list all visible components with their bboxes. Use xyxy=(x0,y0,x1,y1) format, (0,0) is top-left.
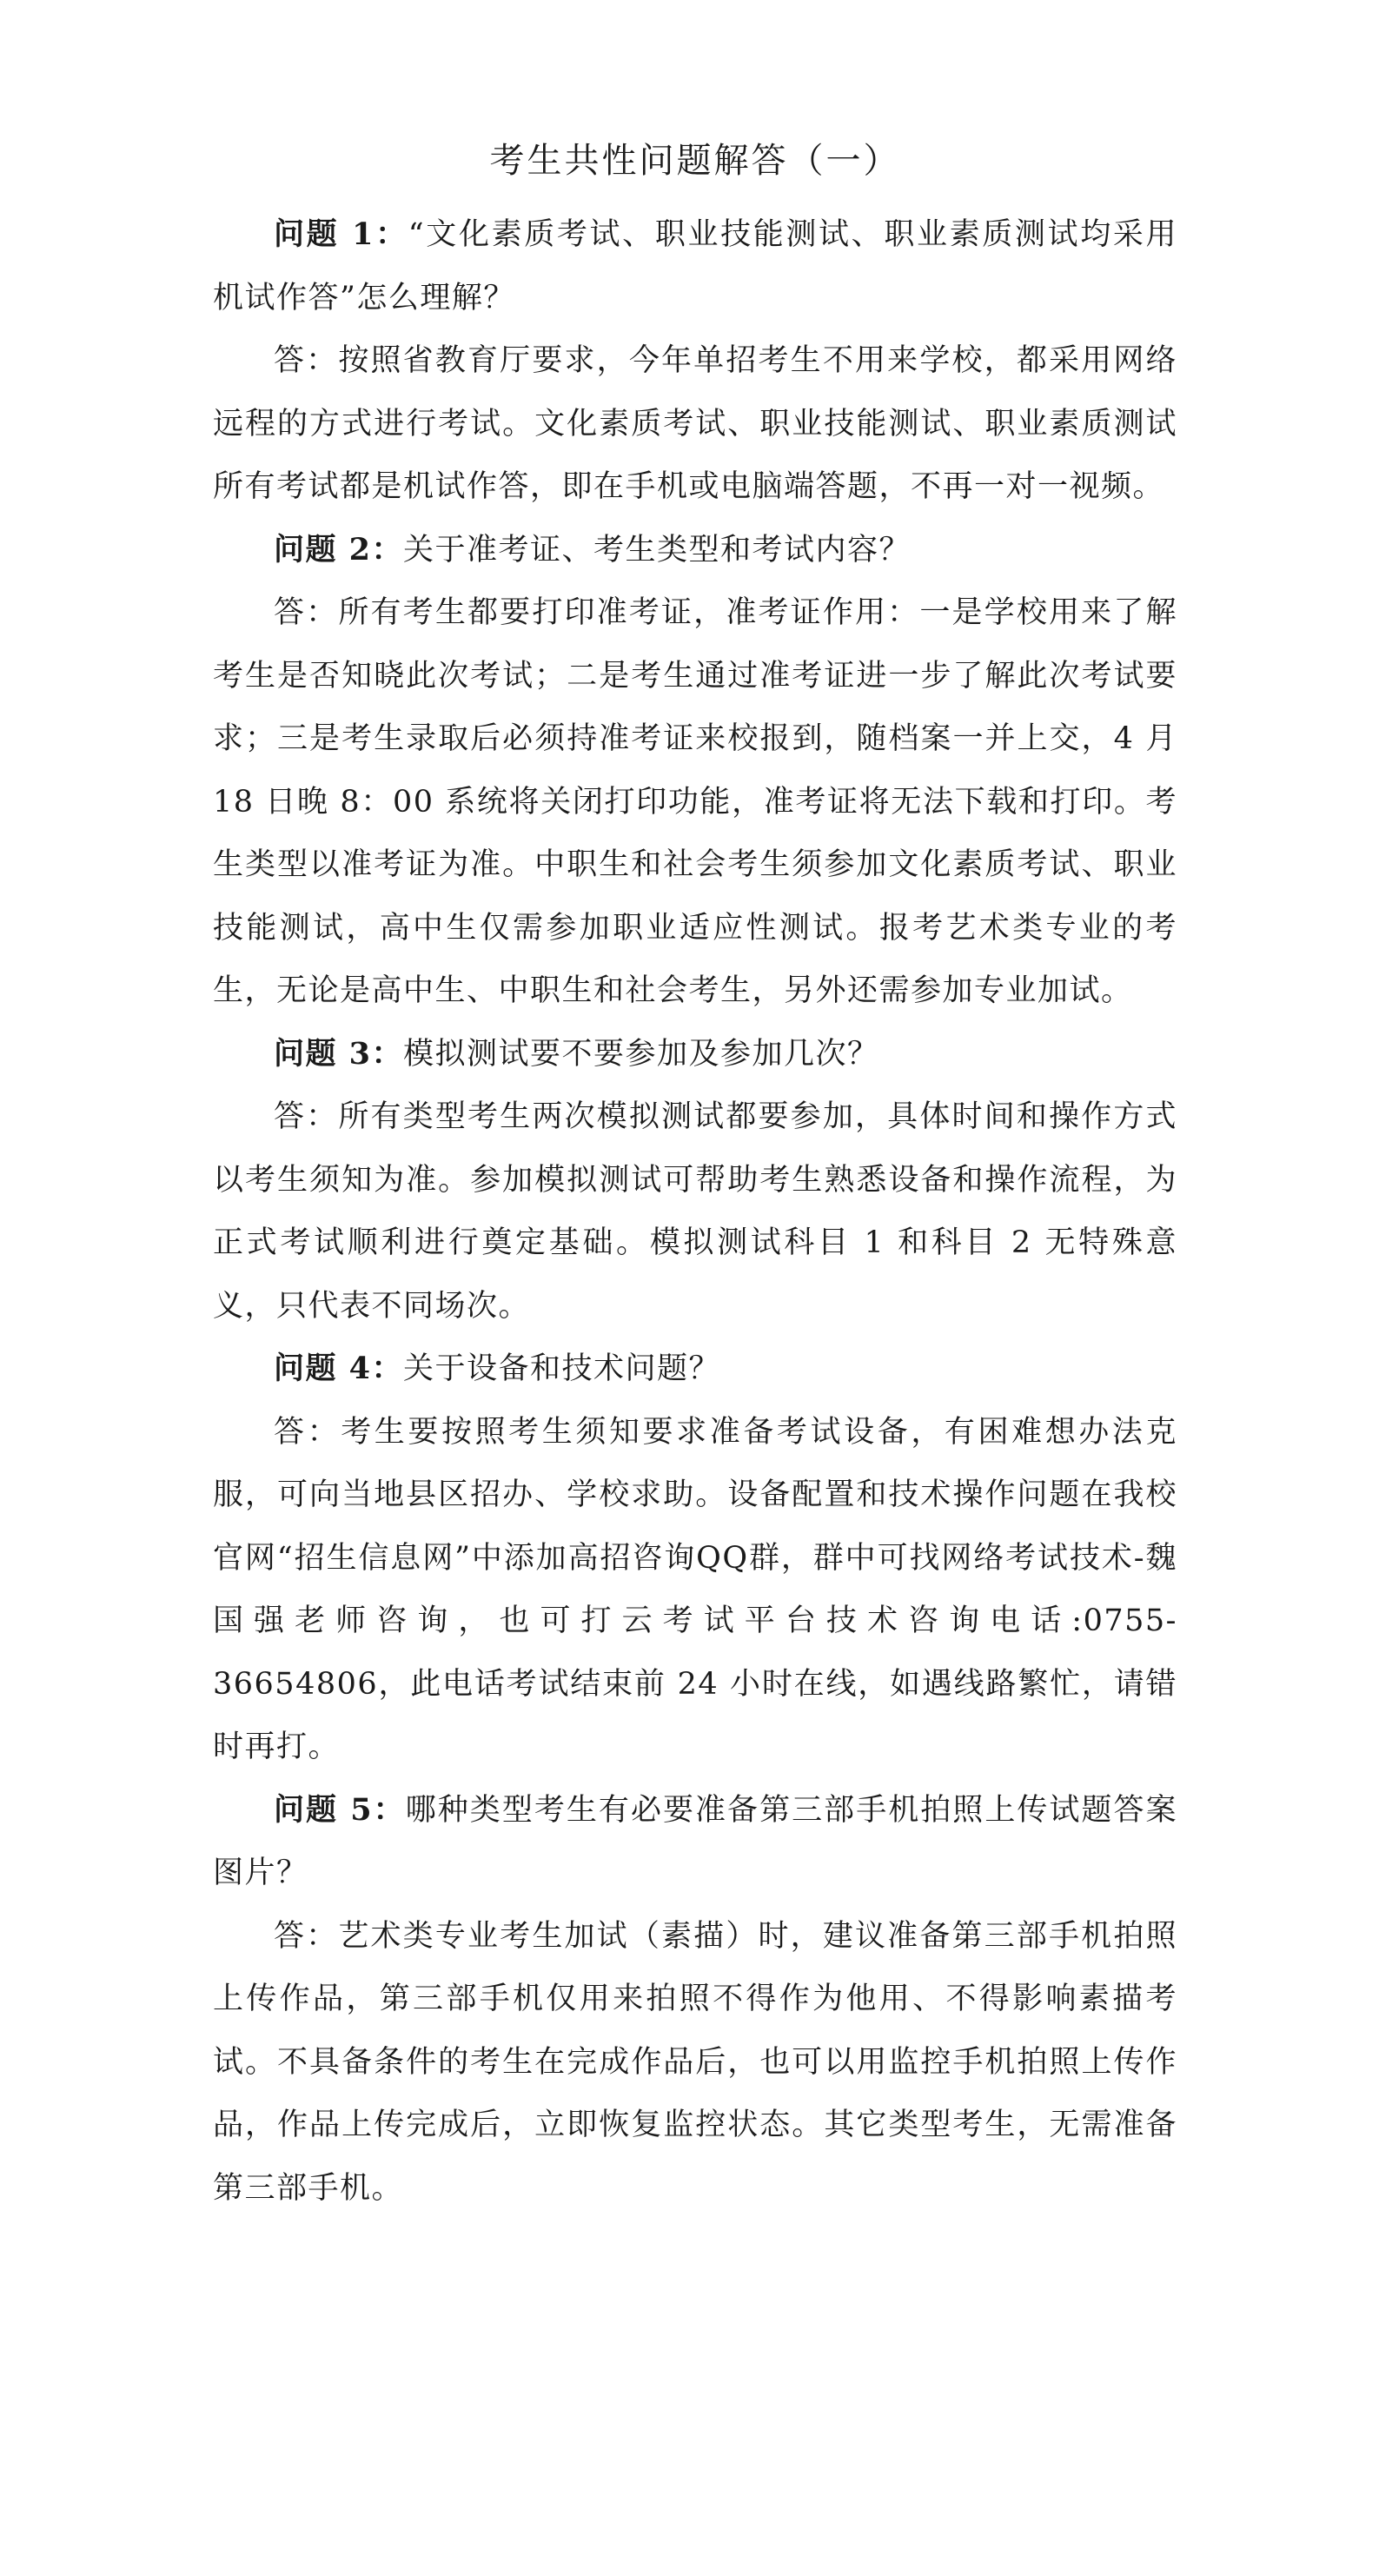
question-text: 模拟测试要不要参加及参加几次？ xyxy=(403,1036,879,1072)
question-4 xyxy=(213,1338,1177,1401)
question-label: 问题 4： xyxy=(274,1351,404,1386)
document-page xyxy=(213,130,1177,2220)
document-title: 考生共性问题解答（一） xyxy=(489,141,901,181)
question-text: “文化素质考试、职业技能测试、职业素质测试均采用机试作答”怎么理解？ xyxy=(213,217,1177,315)
question-label: 问题 5： xyxy=(274,1791,406,1828)
question-text: 关于设备和技术问题？ xyxy=(403,1351,721,1386)
question-label: 问题 2： xyxy=(274,531,404,568)
question-3 xyxy=(213,1023,1177,1086)
answer-1: 答：按照省教育厅要求，今年单招考生不用来学校，都采用网络远程的方式进行考试。文化素质考试、职业技能测试、职业素质测试所有考试都是机试作答，即在手机或电脑端答题，不再一对一视频。 xyxy=(213,343,1177,504)
question-text: 哪种类型考生有必要准备第三部手机拍照上传试题答案图片？ xyxy=(213,1792,1177,1890)
answer-2: 答：所有考生都要打印准考证，准考证作用：一是学校用来了解考生是否知晓此次考试；二是考生通过准考证进一步了解此次考试要求；三是考生录取后必须持准考证来校报到，随档案一并上交，4 月 18 日晚 8：00 系统将关闭打印功能，准考证将无法下载和打印。考生类型以准考证为准。中职生和社会考生须参加文化素质考试、职业技能测试，高中生仅需参加职业适应性测试。报考艺术类专业的考生，无论是高中生、中职生和社会考生，另外还需参加专业加试。 xyxy=(213,595,1177,1008)
answer-3: 答：所有类型考生两次模拟测试都要参加，具体时间和操作方式以考生须知为准。参加模拟测试可帮助考生熟悉设备和操作流程，为正式考试顺利进行奠定基础。模拟测试科目 1 和科目 2 无特殊意义，只代表不同场次。 xyxy=(213,1099,1177,1324)
question-2 xyxy=(213,519,1177,582)
answer-4: 答：考生要按照考生须知要求准备考试设备，有困难想办法克服，可向当地县区招办、学校求助。设备配置和技术操作问题在我校官网“招生信息网”中添加高招咨询QQ群，群中可找网络考试技术-魏国强老师咨询，也可打云考试平台技术咨询电话:0755-36654806，此电话考试结束前 24 小时在线，如遇线路繁忙，请错时再打。 xyxy=(213,1414,1177,1764)
question-5 xyxy=(213,1779,1177,1905)
question-label: 问题 1： xyxy=(274,216,408,252)
question-1 xyxy=(213,203,1177,329)
answer-5: 答：艺术类专业考生加试（素描）时，建议准备第三部手机拍照上传作品，第三部手机仅用来拍照不得作为他用、不得影响素描考试。不具备条件的考生在完成作品后，也可以用监控手机拍照上传作品，作品上传完成后，立即恢复监控状态。其它类型考生，无需准备第三部手机。 xyxy=(213,1918,1177,2206)
question-text: 关于准考证、考生类型和考试内容？ xyxy=(403,532,912,568)
question-label: 问题 3： xyxy=(274,1035,404,1072)
